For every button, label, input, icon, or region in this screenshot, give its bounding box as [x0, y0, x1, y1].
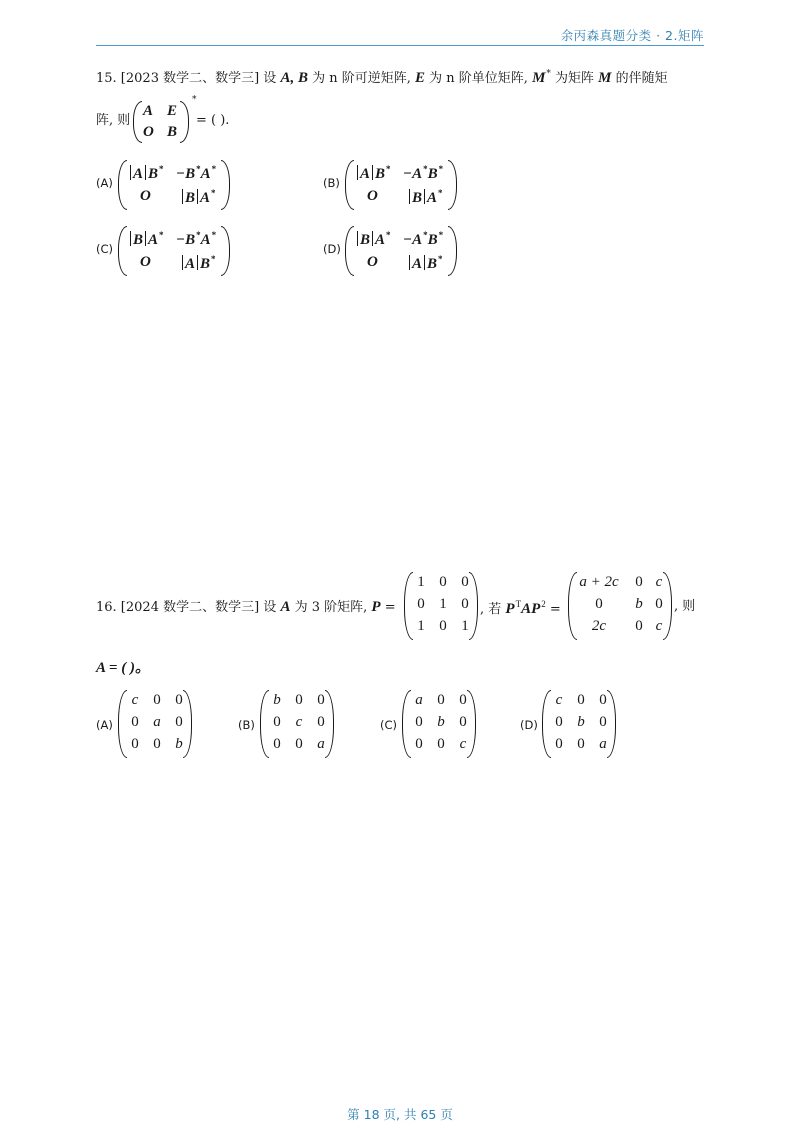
q16-option-matrix — [402, 690, 476, 758]
matrix-cell: c — [655, 574, 663, 590]
matrix-cell: 0 — [175, 714, 183, 730]
abs-bar — [357, 165, 358, 180]
opt-r2c1: O — [140, 254, 151, 270]
q16-option-label: (C) — [380, 718, 398, 732]
paren-left — [118, 160, 127, 210]
q15-m: M — [532, 70, 546, 86]
q15-e: E — [415, 70, 426, 86]
q16-line2 — [96, 661, 150, 676]
q16-p: P — [371, 599, 381, 615]
q15-star: * — [546, 69, 551, 79]
abs-bar — [182, 255, 183, 270]
matrix-cell: 0 — [555, 714, 563, 730]
matrix-cell: 0 — [153, 736, 161, 752]
matrix-cell: 0 — [459, 692, 467, 708]
matrix-cell: b — [635, 596, 643, 612]
page-footer: 第 18 页, 共 65 页 — [347, 1107, 453, 1122]
q15-option-matrix — [345, 226, 457, 276]
opt-r2c2: A B* — [407, 254, 443, 273]
q16-option-label: (B) — [238, 718, 255, 732]
matrix-cell: a — [317, 736, 325, 752]
q15-mid3: 为矩阵 — [550, 71, 599, 86]
q16-option-label: (A) — [96, 718, 113, 732]
q16-ptap: $P^TAP^2$ — [505, 599, 546, 617]
matrix-cell: 0 — [437, 692, 445, 708]
matrix-cell: 0 — [273, 714, 281, 730]
matrix-cell: a — [599, 736, 607, 752]
q16-option-matrix — [260, 690, 334, 758]
matrix-cell: b — [175, 736, 183, 752]
q16-a: A — [280, 599, 291, 615]
paren-right — [448, 160, 457, 210]
matrix-cell: b — [437, 714, 445, 730]
matrix-cell: a — [415, 692, 423, 708]
q15-line1 — [96, 70, 668, 86]
q15-mid1: 为 n 阶可逆矩阵, — [307, 71, 415, 86]
q16-option-matrix — [118, 690, 192, 758]
matrix-cell: 0 — [555, 736, 563, 752]
matrix-cell: 0 — [437, 736, 445, 752]
matrix-cell: 1 — [417, 574, 425, 590]
matrix-cell: 0 — [655, 596, 663, 612]
paren-left — [345, 160, 354, 210]
header-divider — [96, 45, 704, 46]
matrix-cell: 0 — [461, 574, 469, 590]
matrix-cell: 0 — [439, 574, 447, 590]
abs-bar — [372, 231, 373, 246]
given-b: B — [167, 124, 178, 140]
opt-r1c2: −B*A* — [176, 230, 217, 248]
matrix-cell: 2c — [591, 618, 607, 634]
q16-eq2: = — [545, 602, 561, 617]
q15-mid2: 为 n 阶单位矩阵, — [425, 71, 533, 86]
matrix-cell: c — [131, 692, 139, 708]
given-o: O — [143, 124, 154, 140]
q16-rhs-matrix — [568, 572, 672, 640]
matrix-cell: 1 — [417, 618, 425, 634]
abs-bar — [130, 231, 131, 246]
matrix-cell: 0 — [317, 692, 325, 708]
matrix-cell: 0 — [635, 574, 643, 590]
abs-bar — [130, 165, 131, 180]
matrix-cell: a — [153, 714, 161, 730]
given-e: E — [167, 103, 178, 119]
opt-r1c1: B A* — [128, 230, 164, 249]
matrix-cell: 0 — [175, 692, 183, 708]
q15-given-matrix — [133, 101, 189, 143]
matrix-cell: 1 — [439, 596, 447, 612]
matrix-cell: 0 — [635, 618, 643, 634]
q16-line1-b — [480, 600, 561, 617]
q15-option-matrix — [118, 226, 230, 276]
opt-r2c2: B A* — [180, 188, 216, 207]
abs-bar — [424, 189, 425, 204]
q16-suffix: , 则 — [674, 599, 696, 614]
q15-suffix: 的伴随矩 — [611, 71, 668, 86]
abs-bar — [197, 255, 198, 270]
matrix-cell: 1 — [461, 618, 469, 634]
q15-option-matrix — [345, 160, 457, 210]
abs-bar — [182, 189, 183, 204]
matrix-cell: b — [273, 692, 281, 708]
abs-bar — [409, 189, 410, 204]
paren-left — [118, 226, 127, 276]
matrix-cell: c — [295, 714, 303, 730]
abs-bar — [145, 165, 146, 180]
matrix-cell: b — [577, 714, 585, 730]
q15-ab: A, B — [280, 70, 308, 86]
opt-r2c1: O — [367, 188, 378, 204]
q16-prefix: 16. [2024 数学二、数学三] 设 — [96, 600, 281, 615]
abs-bar — [145, 231, 146, 246]
paren-right — [221, 160, 230, 210]
abs-bar — [424, 255, 425, 270]
opt-r1c1: B A* — [355, 230, 391, 249]
matrix-cell: 0 — [273, 736, 281, 752]
q15-option-label: (C) — [96, 242, 114, 256]
q16-p-matrix — [404, 572, 478, 640]
matrix-cell: 0 — [131, 714, 139, 730]
opt-r1c2: −B*A* — [176, 164, 217, 182]
abs-bar — [197, 189, 198, 204]
matrix-cell: 0 — [439, 618, 447, 634]
q16-line1-a — [96, 600, 396, 615]
page-header-title: 余丙森真题分类 · 2.矩阵 — [560, 28, 704, 43]
paren-left — [345, 226, 354, 276]
matrix-cell: 0 — [577, 692, 585, 708]
q15-option-matrix — [118, 160, 230, 210]
opt-r2c1: O — [367, 254, 378, 270]
q16-mid2: , 若 — [480, 602, 506, 617]
matrix-cell: a + 2c — [579, 574, 619, 590]
q15-m2: M — [598, 70, 612, 86]
matrix-cell: c — [655, 618, 663, 634]
abs-bar — [357, 231, 358, 246]
opt-r1c2: −A*B* — [403, 230, 444, 248]
q16-mid1: 为 3 阶矩阵, — [290, 600, 372, 615]
matrix-cell: c — [555, 692, 563, 708]
given-star: * — [192, 95, 197, 105]
opt-r1c1: A B* — [128, 164, 164, 183]
opt-r2c2: B A* — [407, 188, 443, 207]
q15-prefix: 15. [2023 数学二、数学三] 设 — [96, 71, 281, 86]
paren-right — [448, 226, 457, 276]
matrix-cell: 0 — [599, 692, 607, 708]
q15-line2-prefix: 阵, 则 — [96, 113, 131, 128]
matrix-cell: 0 — [131, 736, 139, 752]
abs-bar — [409, 255, 410, 270]
matrix-cell: 0 — [595, 596, 603, 612]
abs-bar — [372, 165, 373, 180]
q15-option-label: (A) — [96, 176, 113, 190]
matrix-cell: 0 — [415, 714, 423, 730]
paren-right — [221, 226, 230, 276]
opt-r2c2: A B* — [180, 254, 216, 273]
matrix-cell: 0 — [461, 596, 469, 612]
given-a: A — [143, 103, 154, 119]
q15-option-label: (D) — [323, 242, 341, 256]
matrix-cell: 0 — [459, 714, 467, 730]
opt-r1c2: −A*B* — [403, 164, 444, 182]
matrix-cell: 0 — [295, 736, 303, 752]
matrix-cell: c — [459, 736, 467, 752]
matrix-cell: 0 — [415, 736, 423, 752]
q16-eq: = — [380, 600, 396, 615]
q16-line2-text: A = ( )。 — [96, 660, 150, 676]
matrix-cell: 0 — [417, 596, 425, 612]
matrix-cell: 0 — [599, 714, 607, 730]
q15-option-label: (B) — [323, 176, 340, 190]
matrix-cell: 0 — [295, 692, 303, 708]
opt-r2c1: O — [140, 188, 151, 204]
q16-option-label: (D) — [520, 718, 538, 732]
q16-option-matrix — [542, 690, 616, 758]
q15-line2-suffix: = ( ). — [196, 113, 230, 128]
matrix-cell: 0 — [153, 692, 161, 708]
opt-r1c1: A B* — [355, 164, 391, 183]
matrix-cell: 0 — [317, 714, 325, 730]
matrix-cell: 0 — [577, 736, 585, 752]
